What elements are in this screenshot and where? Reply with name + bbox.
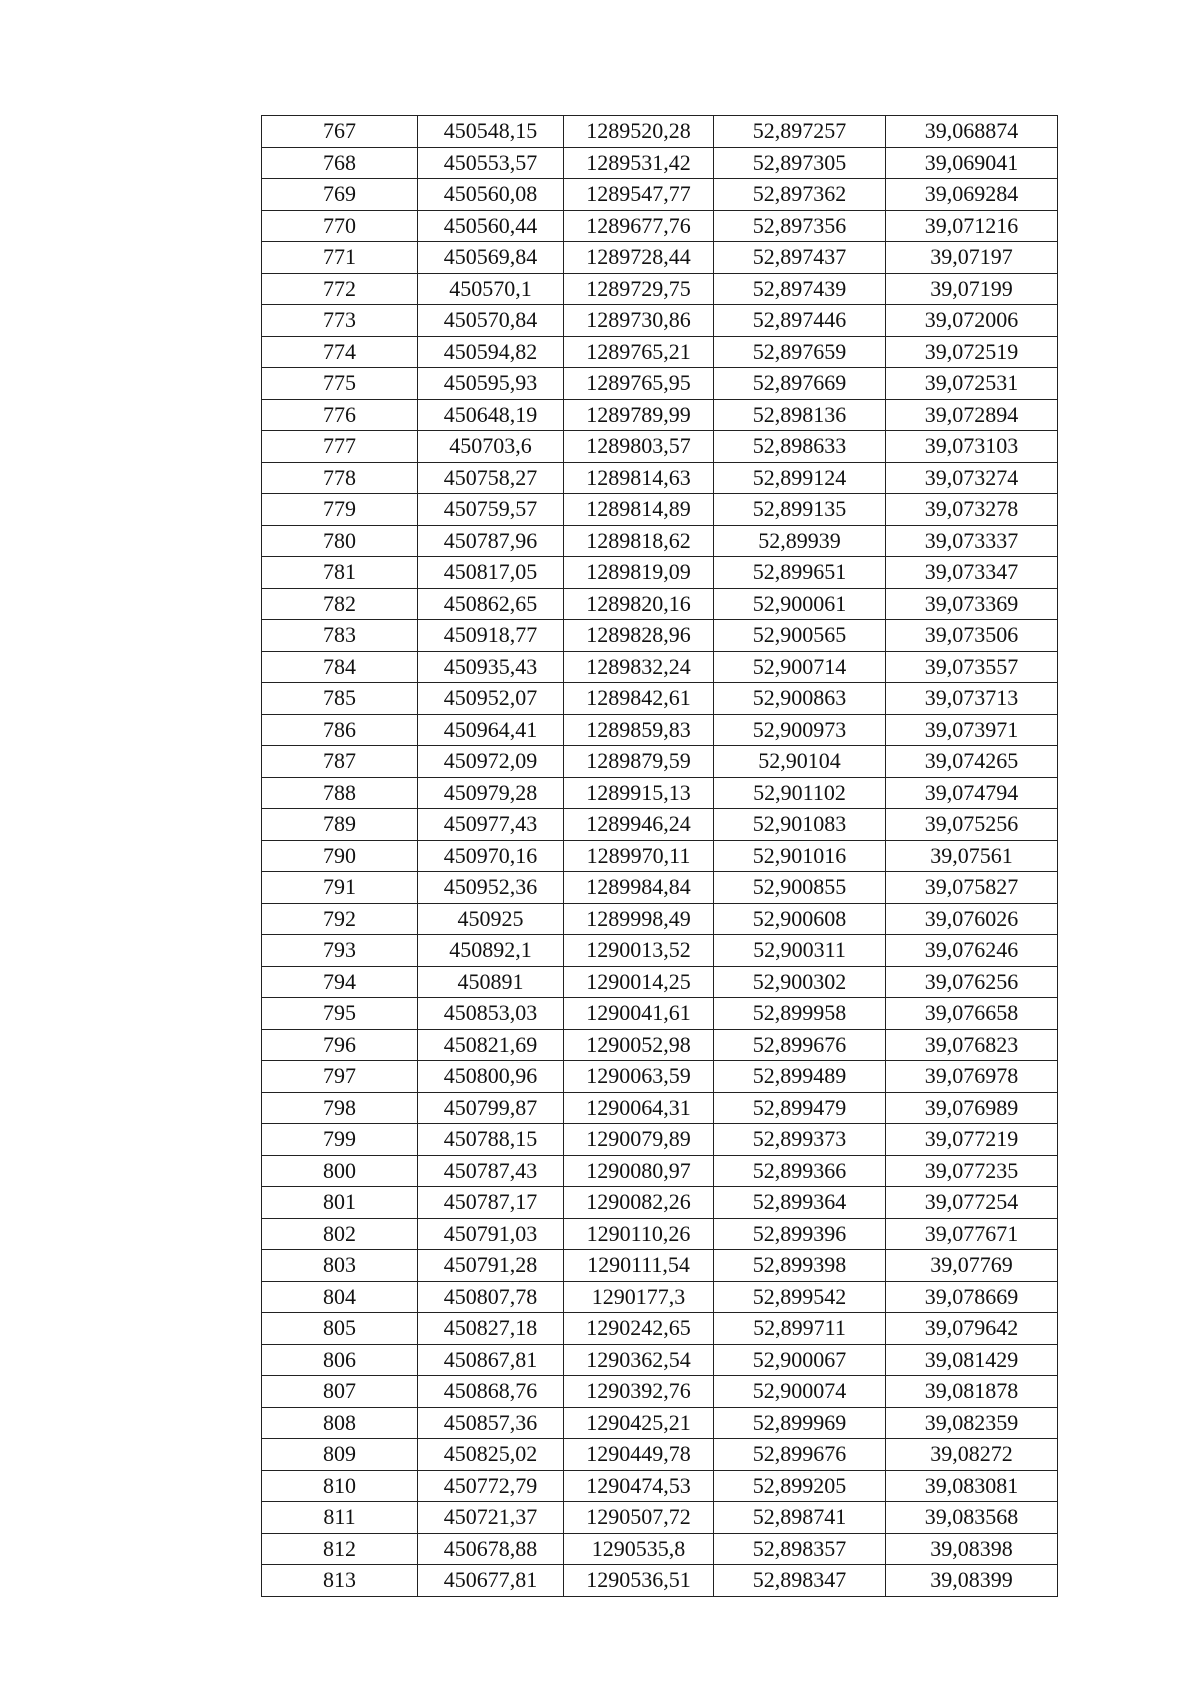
longitude-cell: 39,073274 [886, 462, 1058, 494]
latitude-cell: 52,899969 [714, 1407, 886, 1439]
y-coordinate-cell: 1289984,84 [564, 872, 714, 904]
point-number-cell: 777 [262, 431, 418, 463]
latitude-cell: 52,900302 [714, 966, 886, 998]
x-coordinate-cell: 450678,88 [418, 1533, 564, 1565]
longitude-cell: 39,072519 [886, 336, 1058, 368]
table-row [262, 1533, 1058, 1565]
y-coordinate-cell: 1289814,63 [564, 462, 714, 494]
x-coordinate-cell: 450772,79 [418, 1470, 564, 1502]
longitude-cell: 39,069284 [886, 179, 1058, 211]
x-coordinate-cell: 450787,96 [418, 525, 564, 557]
x-coordinate-cell: 450800,96 [418, 1061, 564, 1093]
x-coordinate-cell: 450970,16 [418, 840, 564, 872]
latitude-cell: 52,89939 [714, 525, 886, 557]
longitude-cell: 39,076246 [886, 935, 1058, 967]
x-coordinate-cell: 450788,15 [418, 1124, 564, 1156]
point-number-cell: 778 [262, 462, 418, 494]
latitude-cell: 52,900074 [714, 1376, 886, 1408]
point-number-cell: 769 [262, 179, 418, 211]
point-number-cell: 793 [262, 935, 418, 967]
table-row [262, 1061, 1058, 1093]
latitude-cell: 52,897669 [714, 368, 886, 400]
table-row [262, 777, 1058, 809]
point-number-cell: 785 [262, 683, 418, 715]
point-number-cell: 803 [262, 1250, 418, 1282]
longitude-cell: 39,07197 [886, 242, 1058, 274]
table-row [262, 1407, 1058, 1439]
latitude-cell: 52,898741 [714, 1502, 886, 1534]
y-coordinate-cell: 1290013,52 [564, 935, 714, 967]
y-coordinate-cell: 1289842,61 [564, 683, 714, 715]
x-coordinate-cell: 450817,05 [418, 557, 564, 589]
latitude-cell: 52,901016 [714, 840, 886, 872]
point-number-cell: 811 [262, 1502, 418, 1534]
latitude-cell: 52,898633 [714, 431, 886, 463]
y-coordinate-cell: 1289520,28 [564, 116, 714, 148]
latitude-cell: 52,897446 [714, 305, 886, 337]
y-coordinate-cell: 1290474,53 [564, 1470, 714, 1502]
longitude-cell: 39,079642 [886, 1313, 1058, 1345]
y-coordinate-cell: 1289879,59 [564, 746, 714, 778]
y-coordinate-cell: 1289998,49 [564, 903, 714, 935]
x-coordinate-cell: 450972,09 [418, 746, 564, 778]
y-coordinate-cell: 1290014,25 [564, 966, 714, 998]
table-row [262, 998, 1058, 1030]
table-row [262, 1565, 1058, 1597]
x-coordinate-cell: 450560,08 [418, 179, 564, 211]
table-row [262, 1344, 1058, 1376]
y-coordinate-cell: 1289859,83 [564, 714, 714, 746]
latitude-cell: 52,899958 [714, 998, 886, 1030]
table-row [262, 935, 1058, 967]
table-row [262, 305, 1058, 337]
x-coordinate-cell: 450821,69 [418, 1029, 564, 1061]
y-coordinate-cell: 1289803,57 [564, 431, 714, 463]
y-coordinate-cell: 1289730,86 [564, 305, 714, 337]
point-number-cell: 780 [262, 525, 418, 557]
x-coordinate-cell: 450648,19 [418, 399, 564, 431]
y-coordinate-cell: 1290052,98 [564, 1029, 714, 1061]
coordinates-table-body [262, 116, 1058, 1597]
table-row [262, 462, 1058, 494]
table-row [262, 179, 1058, 211]
point-number-cell: 776 [262, 399, 418, 431]
table-row [262, 399, 1058, 431]
x-coordinate-cell: 450807,78 [418, 1281, 564, 1313]
point-number-cell: 786 [262, 714, 418, 746]
point-number-cell: 797 [262, 1061, 418, 1093]
y-coordinate-cell: 1289765,95 [564, 368, 714, 400]
x-coordinate-cell: 450862,65 [418, 588, 564, 620]
y-coordinate-cell: 1290079,89 [564, 1124, 714, 1156]
coordinates-table [261, 115, 1058, 1597]
table-row [262, 1250, 1058, 1282]
longitude-cell: 39,078669 [886, 1281, 1058, 1313]
table-row [262, 1470, 1058, 1502]
table-row [262, 714, 1058, 746]
x-coordinate-cell: 450918,77 [418, 620, 564, 652]
point-number-cell: 792 [262, 903, 418, 935]
longitude-cell: 39,073713 [886, 683, 1058, 715]
x-coordinate-cell: 450677,81 [418, 1565, 564, 1597]
latitude-cell: 52,898136 [714, 399, 886, 431]
x-coordinate-cell: 450548,15 [418, 116, 564, 148]
y-coordinate-cell: 1290392,76 [564, 1376, 714, 1408]
table-row [262, 1281, 1058, 1313]
x-coordinate-cell: 450570,84 [418, 305, 564, 337]
latitude-cell: 52,898357 [714, 1533, 886, 1565]
latitude-cell: 52,900311 [714, 935, 886, 967]
longitude-cell: 39,08398 [886, 1533, 1058, 1565]
point-number-cell: 768 [262, 147, 418, 179]
y-coordinate-cell: 1290064,31 [564, 1092, 714, 1124]
table-row [262, 1218, 1058, 1250]
point-number-cell: 790 [262, 840, 418, 872]
point-number-cell: 799 [262, 1124, 418, 1156]
table-row [262, 1313, 1058, 1345]
y-coordinate-cell: 1289946,24 [564, 809, 714, 841]
latitude-cell: 52,899542 [714, 1281, 886, 1313]
point-number-cell: 802 [262, 1218, 418, 1250]
y-coordinate-cell: 1290536,51 [564, 1565, 714, 1597]
y-coordinate-cell: 1290082,26 [564, 1187, 714, 1219]
point-number-cell: 812 [262, 1533, 418, 1565]
latitude-cell: 52,897437 [714, 242, 886, 274]
longitude-cell: 39,073337 [886, 525, 1058, 557]
table-row [262, 1502, 1058, 1534]
table-row [262, 1187, 1058, 1219]
x-coordinate-cell: 450825,02 [418, 1439, 564, 1471]
latitude-cell: 52,897356 [714, 210, 886, 242]
longitude-cell: 39,073369 [886, 588, 1058, 620]
table-row [262, 336, 1058, 368]
point-number-cell: 772 [262, 273, 418, 305]
point-number-cell: 808 [262, 1407, 418, 1439]
x-coordinate-cell: 450553,57 [418, 147, 564, 179]
table-row [262, 620, 1058, 652]
point-number-cell: 771 [262, 242, 418, 274]
x-coordinate-cell: 450868,76 [418, 1376, 564, 1408]
longitude-cell: 39,076978 [886, 1061, 1058, 1093]
point-number-cell: 791 [262, 872, 418, 904]
point-number-cell: 795 [262, 998, 418, 1030]
longitude-cell: 39,081878 [886, 1376, 1058, 1408]
point-number-cell: 781 [262, 557, 418, 589]
x-coordinate-cell: 450952,07 [418, 683, 564, 715]
longitude-cell: 39,069041 [886, 147, 1058, 179]
table-row [262, 525, 1058, 557]
table-row [262, 809, 1058, 841]
x-coordinate-cell: 450791,03 [418, 1218, 564, 1250]
x-coordinate-cell: 450827,18 [418, 1313, 564, 1345]
latitude-cell: 52,897659 [714, 336, 886, 368]
table-row [262, 147, 1058, 179]
y-coordinate-cell: 1290177,3 [564, 1281, 714, 1313]
y-coordinate-cell: 1290080,97 [564, 1155, 714, 1187]
y-coordinate-cell: 1289789,99 [564, 399, 714, 431]
longitude-cell: 39,082359 [886, 1407, 1058, 1439]
y-coordinate-cell: 1290535,8 [564, 1533, 714, 1565]
x-coordinate-cell: 450570,1 [418, 273, 564, 305]
y-coordinate-cell: 1290110,26 [564, 1218, 714, 1250]
latitude-cell: 52,899366 [714, 1155, 886, 1187]
latitude-cell: 52,897305 [714, 147, 886, 179]
point-number-cell: 796 [262, 1029, 418, 1061]
latitude-cell: 52,899124 [714, 462, 886, 494]
point-number-cell: 784 [262, 651, 418, 683]
x-coordinate-cell: 450759,57 [418, 494, 564, 526]
point-number-cell: 813 [262, 1565, 418, 1597]
x-coordinate-cell: 450758,27 [418, 462, 564, 494]
table-row [262, 1376, 1058, 1408]
longitude-cell: 39,073557 [886, 651, 1058, 683]
longitude-cell: 39,073506 [886, 620, 1058, 652]
latitude-cell: 52,899676 [714, 1439, 886, 1471]
table-row [262, 746, 1058, 778]
longitude-cell: 39,073971 [886, 714, 1058, 746]
point-number-cell: 779 [262, 494, 418, 526]
table-row [262, 273, 1058, 305]
y-coordinate-cell: 1290449,78 [564, 1439, 714, 1471]
longitude-cell: 39,075256 [886, 809, 1058, 841]
x-coordinate-cell: 450979,28 [418, 777, 564, 809]
longitude-cell: 39,077235 [886, 1155, 1058, 1187]
y-coordinate-cell: 1289832,24 [564, 651, 714, 683]
y-coordinate-cell: 1289765,21 [564, 336, 714, 368]
table-row [262, 431, 1058, 463]
y-coordinate-cell: 1289814,89 [564, 494, 714, 526]
longitude-cell: 39,075827 [886, 872, 1058, 904]
x-coordinate-cell: 450703,6 [418, 431, 564, 463]
point-number-cell: 805 [262, 1313, 418, 1345]
longitude-cell: 39,076658 [886, 998, 1058, 1030]
y-coordinate-cell: 1290507,72 [564, 1502, 714, 1534]
longitude-cell: 39,072006 [886, 305, 1058, 337]
table-row [262, 368, 1058, 400]
table-row [262, 1155, 1058, 1187]
point-number-cell: 782 [262, 588, 418, 620]
x-coordinate-cell: 450857,36 [418, 1407, 564, 1439]
point-number-cell: 804 [262, 1281, 418, 1313]
x-coordinate-cell: 450935,43 [418, 651, 564, 683]
latitude-cell: 52,900608 [714, 903, 886, 935]
longitude-cell: 39,076989 [886, 1092, 1058, 1124]
point-number-cell: 788 [262, 777, 418, 809]
y-coordinate-cell: 1290041,61 [564, 998, 714, 1030]
latitude-cell: 52,899135 [714, 494, 886, 526]
point-number-cell: 800 [262, 1155, 418, 1187]
latitude-cell: 52,899676 [714, 1029, 886, 1061]
table-row [262, 242, 1058, 274]
table-row [262, 1439, 1058, 1471]
latitude-cell: 52,897439 [714, 273, 886, 305]
x-coordinate-cell: 450892,1 [418, 935, 564, 967]
longitude-cell: 39,071216 [886, 210, 1058, 242]
longitude-cell: 39,07769 [886, 1250, 1058, 1282]
latitude-cell: 52,899364 [714, 1187, 886, 1219]
latitude-cell: 52,90104 [714, 746, 886, 778]
x-coordinate-cell: 450569,84 [418, 242, 564, 274]
y-coordinate-cell: 1289531,42 [564, 147, 714, 179]
table-row [262, 1092, 1058, 1124]
y-coordinate-cell: 1289547,77 [564, 179, 714, 211]
point-number-cell: 798 [262, 1092, 418, 1124]
x-coordinate-cell: 450787,43 [418, 1155, 564, 1187]
latitude-cell: 52,899479 [714, 1092, 886, 1124]
latitude-cell: 52,897257 [714, 116, 886, 148]
y-coordinate-cell: 1289729,75 [564, 273, 714, 305]
longitude-cell: 39,074794 [886, 777, 1058, 809]
latitude-cell: 52,899711 [714, 1313, 886, 1345]
point-number-cell: 774 [262, 336, 418, 368]
x-coordinate-cell: 450799,87 [418, 1092, 564, 1124]
y-coordinate-cell: 1290111,54 [564, 1250, 714, 1282]
longitude-cell: 39,072531 [886, 368, 1058, 400]
point-number-cell: 806 [262, 1344, 418, 1376]
longitude-cell: 39,076823 [886, 1029, 1058, 1061]
point-number-cell: 767 [262, 116, 418, 148]
longitude-cell: 39,076026 [886, 903, 1058, 935]
table-row [262, 210, 1058, 242]
latitude-cell: 52,897362 [714, 179, 886, 211]
point-number-cell: 810 [262, 1470, 418, 1502]
longitude-cell: 39,073347 [886, 557, 1058, 589]
latitude-cell: 52,900061 [714, 588, 886, 620]
y-coordinate-cell: 1289820,16 [564, 588, 714, 620]
y-coordinate-cell: 1290063,59 [564, 1061, 714, 1093]
latitude-cell: 52,899373 [714, 1124, 886, 1156]
latitude-cell: 52,900973 [714, 714, 886, 746]
point-number-cell: 809 [262, 1439, 418, 1471]
y-coordinate-cell: 1290425,21 [564, 1407, 714, 1439]
x-coordinate-cell: 450867,81 [418, 1344, 564, 1376]
x-coordinate-cell: 450952,36 [418, 872, 564, 904]
latitude-cell: 52,899396 [714, 1218, 886, 1250]
point-number-cell: 787 [262, 746, 418, 778]
x-coordinate-cell: 450791,28 [418, 1250, 564, 1282]
y-coordinate-cell: 1290362,54 [564, 1344, 714, 1376]
x-coordinate-cell: 450787,17 [418, 1187, 564, 1219]
longitude-cell: 39,074265 [886, 746, 1058, 778]
longitude-cell: 39,072894 [886, 399, 1058, 431]
y-coordinate-cell: 1289970,11 [564, 840, 714, 872]
table-row [262, 116, 1058, 148]
y-coordinate-cell: 1289819,09 [564, 557, 714, 589]
y-coordinate-cell: 1289818,62 [564, 525, 714, 557]
longitude-cell: 39,081429 [886, 1344, 1058, 1376]
table-row [262, 588, 1058, 620]
table-row [262, 557, 1058, 589]
longitude-cell: 39,083568 [886, 1502, 1058, 1534]
longitude-cell: 39,07561 [886, 840, 1058, 872]
x-coordinate-cell: 450594,82 [418, 336, 564, 368]
point-number-cell: 789 [262, 809, 418, 841]
table-row [262, 494, 1058, 526]
longitude-cell: 39,08399 [886, 1565, 1058, 1597]
y-coordinate-cell: 1289915,13 [564, 777, 714, 809]
latitude-cell: 52,900863 [714, 683, 886, 715]
table-row [262, 683, 1058, 715]
table-row [262, 1029, 1058, 1061]
longitude-cell: 39,077219 [886, 1124, 1058, 1156]
longitude-cell: 39,083081 [886, 1470, 1058, 1502]
x-coordinate-cell: 450977,43 [418, 809, 564, 841]
x-coordinate-cell: 450925 [418, 903, 564, 935]
latitude-cell: 52,898347 [714, 1565, 886, 1597]
x-coordinate-cell: 450721,37 [418, 1502, 564, 1534]
point-number-cell: 807 [262, 1376, 418, 1408]
longitude-cell: 39,07199 [886, 273, 1058, 305]
point-number-cell: 770 [262, 210, 418, 242]
table-row [262, 840, 1058, 872]
x-coordinate-cell: 450560,44 [418, 210, 564, 242]
latitude-cell: 52,901083 [714, 809, 886, 841]
y-coordinate-cell: 1289728,44 [564, 242, 714, 274]
y-coordinate-cell: 1289677,76 [564, 210, 714, 242]
x-coordinate-cell: 450853,03 [418, 998, 564, 1030]
table-row [262, 651, 1058, 683]
table-row [262, 1124, 1058, 1156]
table-row [262, 966, 1058, 998]
y-coordinate-cell: 1290242,65 [564, 1313, 714, 1345]
point-number-cell: 775 [262, 368, 418, 400]
longitude-cell: 39,073103 [886, 431, 1058, 463]
point-number-cell: 773 [262, 305, 418, 337]
x-coordinate-cell: 450964,41 [418, 714, 564, 746]
x-coordinate-cell: 450891 [418, 966, 564, 998]
point-number-cell: 783 [262, 620, 418, 652]
longitude-cell: 39,077671 [886, 1218, 1058, 1250]
longitude-cell: 39,068874 [886, 116, 1058, 148]
longitude-cell: 39,076256 [886, 966, 1058, 998]
x-coordinate-cell: 450595,93 [418, 368, 564, 400]
longitude-cell: 39,077254 [886, 1187, 1058, 1219]
latitude-cell: 52,899205 [714, 1470, 886, 1502]
table-row [262, 872, 1058, 904]
y-coordinate-cell: 1289828,96 [564, 620, 714, 652]
latitude-cell: 52,900855 [714, 872, 886, 904]
table-row [262, 903, 1058, 935]
point-number-cell: 801 [262, 1187, 418, 1219]
longitude-cell: 39,08272 [886, 1439, 1058, 1471]
latitude-cell: 52,900565 [714, 620, 886, 652]
latitude-cell: 52,899489 [714, 1061, 886, 1093]
latitude-cell: 52,899398 [714, 1250, 886, 1282]
latitude-cell: 52,900714 [714, 651, 886, 683]
point-number-cell: 794 [262, 966, 418, 998]
longitude-cell: 39,073278 [886, 494, 1058, 526]
latitude-cell: 52,901102 [714, 777, 886, 809]
latitude-cell: 52,900067 [714, 1344, 886, 1376]
latitude-cell: 52,899651 [714, 557, 886, 589]
